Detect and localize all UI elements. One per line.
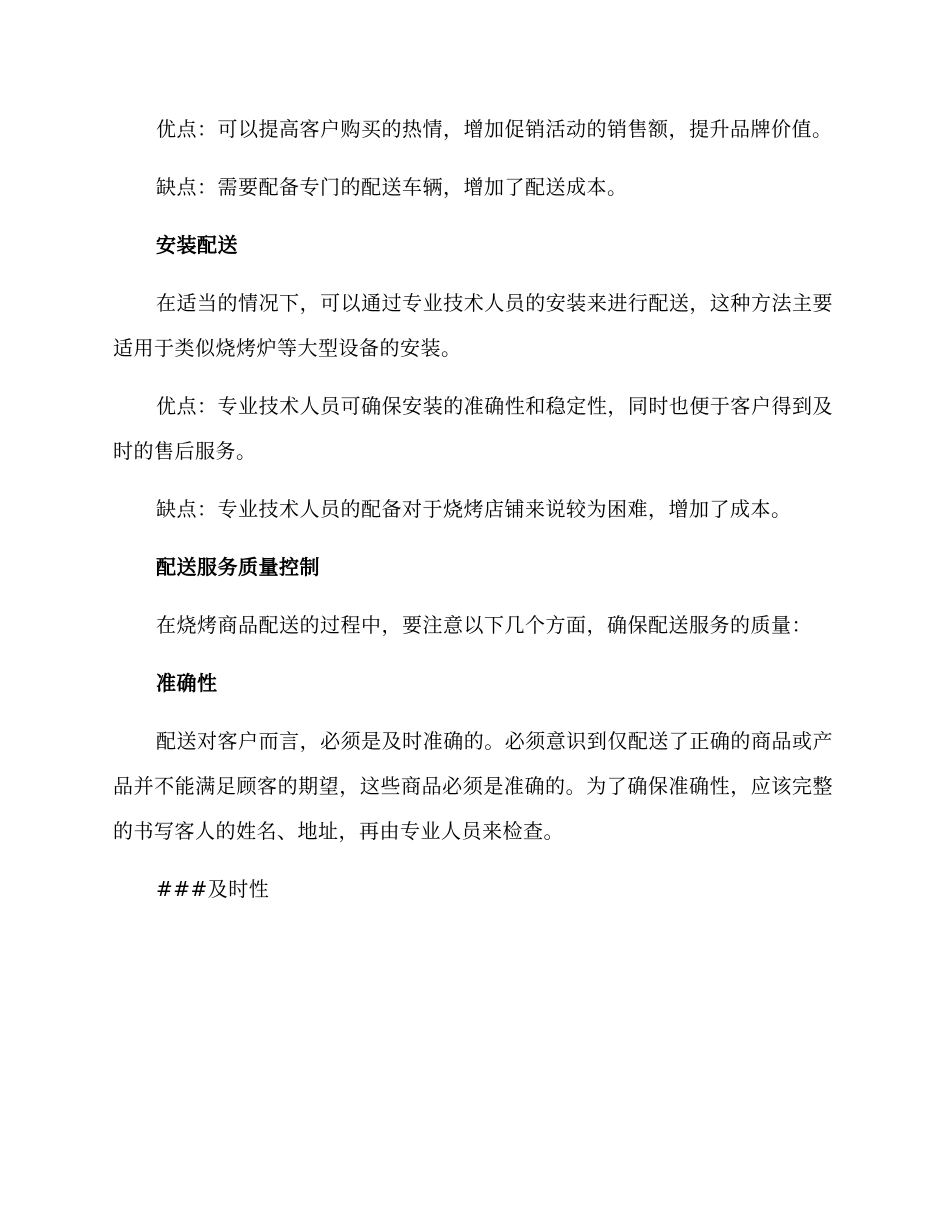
- advantage-paragraph-2: 优点：专业技术人员可确保安装的准确性和稳定性，同时也便于客户得到及时的售后服务。: [113, 394, 833, 463]
- disadvantage-paragraph-1: 缺点：需要配备专门的配送车辆，增加了配送成本。: [156, 175, 628, 199]
- section-heading-timeliness: ###及时性: [156, 877, 270, 901]
- section-heading-accuracy: 准确性: [156, 671, 218, 695]
- installation-delivery-paragraph: 在适当的情况下，可以通过专业技术人员的安装来进行配送，这种方法主要适用于类似烧烤炉等大型设备的安装。: [113, 291, 833, 360]
- disadvantage-paragraph-2: 缺点：专业技术人员的配备对于烧烤店铺来说较为困难，增加了成本。: [156, 497, 792, 521]
- quality-control-paragraph: 在烧烤商品配送的过程中，要注意以下几个方面，确保配送服务的质量：: [156, 613, 812, 637]
- advantage-paragraph-1: 优点：可以提高客户购买的热情，增加促销活动的销售额，提升品牌价值。: [156, 117, 833, 141]
- section-heading-quality-control: 配送服务质量控制: [156, 555, 320, 579]
- section-heading-installation-delivery: 安装配送: [156, 233, 238, 257]
- accuracy-paragraph: 配送对客户而言，必须是及时准确的。必须意识到仅配送了正确的商品或产品并不能满足顾客的期望，这些商品必须是准确的。为了确保准确性，应该完整的书写客人的姓名、地址，再由专业人员来检查。: [113, 729, 833, 843]
- document-body: [113, 107, 833, 912]
